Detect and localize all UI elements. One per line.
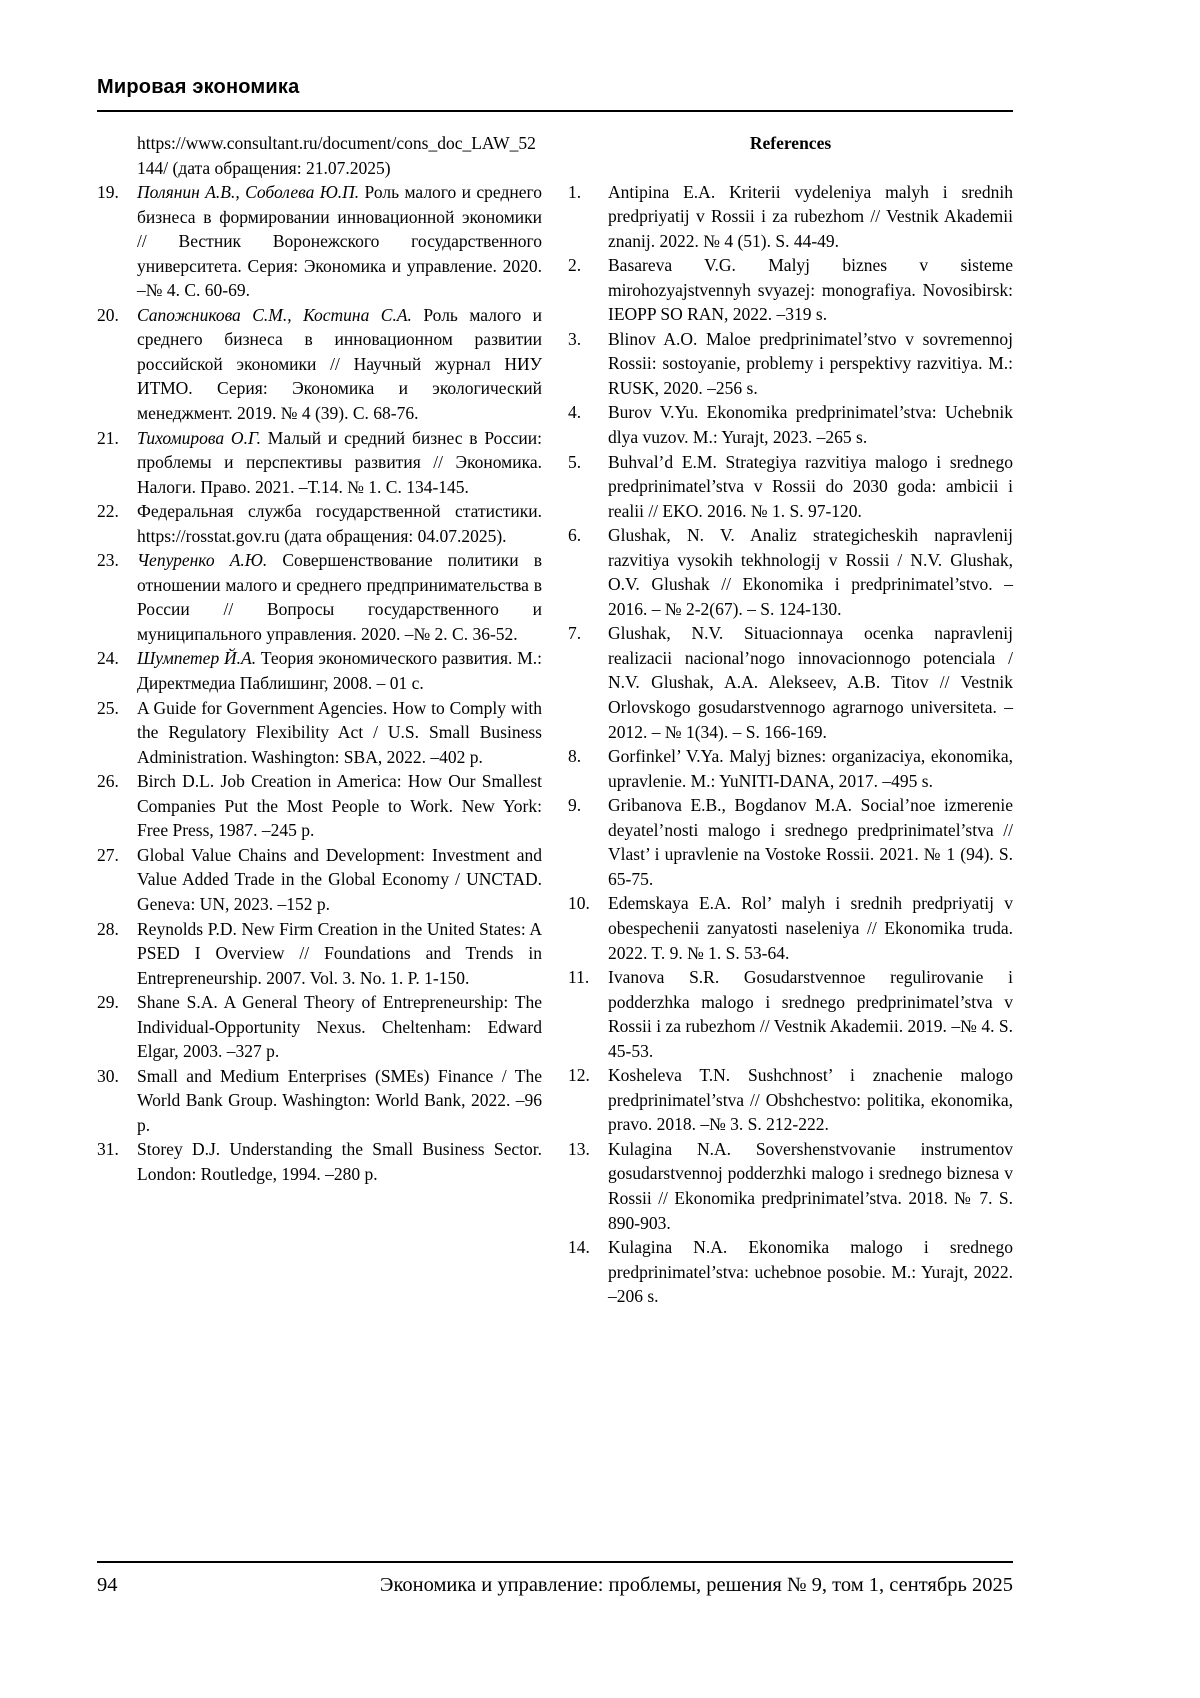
right-reference-list bbox=[568, 180, 1013, 1309]
reference-entry bbox=[568, 744, 1013, 793]
reference-text: Совершенствование политики в отношении малого и среднего предпринимательства в России // Вопросы государственного и муниципального управления. 2020. –№ 2. С. 36-52. bbox=[137, 550, 542, 644]
two-column-body bbox=[97, 131, 1013, 1309]
reference-text: Edemskaya E.A. Rol’ malyh i srednih predpriyatij v obespechenii zanyatosti naseleniya // Ekonomika truda. 2022. T. 9. № 1. S. 53-64. bbox=[608, 893, 1013, 963]
reference-entry bbox=[568, 327, 1013, 401]
reference-entry bbox=[97, 303, 542, 426]
reference-entry bbox=[97, 769, 542, 843]
left-column bbox=[97, 131, 542, 1309]
section-title: Мировая экономика bbox=[97, 76, 300, 98]
reference-text: Reynolds P.D. New Firm Creation in the United States: A PSED I Overview // Foundations and Trends in Entrepreneurship. 2007. Vol. 3. No. 1. P. 1-150. bbox=[137, 918, 542, 988]
reference-number: 24. bbox=[97, 648, 119, 669]
reference-entry bbox=[568, 965, 1013, 1063]
reference-text: Burov V.Yu. Ekonomika predprinimatel’stva: Uchebnik dlya vuzov. M.: Yurajt, 2023. –265 s. bbox=[608, 402, 1013, 448]
reference-number: 5. bbox=[568, 451, 582, 472]
reference-text: Storey D.J. Understanding the Small Business Sector. London: Routledge, 1994. –280 p. bbox=[137, 1139, 542, 1184]
reference-entry bbox=[568, 450, 1013, 524]
reference-text: Kulagina N.A. Ekonomika malogo i srednego predprinimatel’stva: uchebnoe posobie. M.: Yurajt, 2022. –206 s. bbox=[608, 1237, 1013, 1307]
reference-number: 10. bbox=[568, 893, 590, 914]
reference-entry bbox=[568, 891, 1013, 965]
reference-entry bbox=[97, 696, 542, 770]
reference-entry bbox=[568, 621, 1013, 744]
reference-entry bbox=[97, 1064, 542, 1138]
reference-text: Shane S.A. A General Theory of Entrepreneurship: The Individual-Opportunity Nexus. Cheltenham: Edward Elgar, 2003. –327 p. bbox=[137, 992, 542, 1062]
reference-number: 2. bbox=[568, 255, 582, 276]
reference-text: Antipina E.A. Kriterii vydeleniya malyh i srednih predpriyatij v Rossii i za rubezhom // Vestnik Akademii znanij. 2022. № 4 (51). S. 44-49. bbox=[608, 181, 1013, 251]
reference-entry bbox=[97, 426, 542, 500]
reference-text: Small and Medium Enterprises (SMEs) Finance / The World Bank Group. Washington: World Bank, 2022. –96 p. bbox=[137, 1065, 542, 1135]
reference-text: Kosheleva T.N. Sushchnost’ i znachenie malogo predprinimatel’stva // Obshchestvo: politika, ekonomika, pravo. 2018. –№ 3. S. 212-222. bbox=[608, 1065, 1013, 1135]
reference-number: 7. bbox=[568, 623, 582, 644]
running-head bbox=[97, 76, 1013, 112]
journal-title-line: Экономика и управление: проблемы, решения № 9, том 1, сентябрь 2025 bbox=[379, 1574, 1013, 1596]
reference-entry bbox=[97, 646, 542, 695]
reference-text: Basareva V.G. Malyj biznes v sisteme mirohozyajstvennyh svyazej: monografiya. Novosibirsk: IEOPP SO RAN, 2022. –319 s. bbox=[608, 255, 1013, 325]
reference-number: 14. bbox=[568, 1237, 590, 1258]
reference-entry bbox=[568, 1137, 1013, 1235]
reference-text: Теория экономического развития. М.: Директмедиа Паблишинг, 2008. – 01 с. bbox=[137, 648, 542, 694]
reference-text: Glushak, N.V. Situacionnaya ocenka napravlenij realizacii nacional’nogo innovacionnogo potenciala / N.V. Glushak, A.A. Alekseev, A.B. Titov // Vestnik Orlovskogo gosudarstvennogo agrarnogo universiteta. – 2012. – № 1(34). – S. 166-169. bbox=[608, 623, 1013, 742]
reference-entry bbox=[97, 990, 542, 1064]
reference-authors: Сапожникова С.М., Костина С.А. bbox=[137, 304, 424, 325]
reference-number: 11. bbox=[568, 967, 590, 988]
reference-entry bbox=[568, 400, 1013, 449]
reference-number: 9. bbox=[568, 795, 582, 816]
reference-number: 13. bbox=[568, 1138, 590, 1159]
reference-number: 28. bbox=[97, 918, 119, 939]
reference-number: 25. bbox=[97, 697, 119, 718]
reference-number: 20. bbox=[97, 304, 119, 325]
reference-entry bbox=[97, 1137, 542, 1186]
reference-number: 21. bbox=[97, 427, 119, 448]
reference-text: Glushak, N. V. Analiz strategicheskih napravlenij razvitiya vysokih tekhnologij v Rossii / N.V. Glushak, O.V. Glushak // Ekonomika i predprinimatel’stvo. – 2016. – № 2-2(67). – S. 124-130. bbox=[608, 525, 1013, 619]
reference-number: 12. bbox=[568, 1065, 590, 1086]
reference-entry bbox=[568, 180, 1013, 254]
reference-number: 26. bbox=[97, 771, 119, 792]
reference-number: 27. bbox=[97, 844, 119, 865]
reference-text: Kulagina N.A. Sovershenstvovanie instrumentov gosudarstvennoj podderzhki malogo i srednego biznesa v Rossii // Ekonomika predprinimatel’stva. 2018. № 7. S. 890-903. bbox=[608, 1138, 1013, 1233]
reference-authors: Чепуренко А.Ю. bbox=[137, 550, 283, 571]
references-heading: References bbox=[749, 133, 832, 153]
reference-number: 8. bbox=[568, 746, 582, 767]
reference-number: 23. bbox=[97, 550, 119, 571]
reference-text: Роль малого и среднего бизнеса в формировании инновационной экономики // Вестник Воронежского государственного университета. Серия: Экономика и управление. 2020. –№ 4. С. 60-69. bbox=[137, 182, 542, 301]
reference-entry bbox=[568, 1063, 1013, 1137]
reference-number: 31. bbox=[97, 1139, 119, 1160]
reference-entry bbox=[568, 523, 1013, 621]
text-block bbox=[97, 0, 1013, 1309]
reference-number: 29. bbox=[97, 992, 119, 1013]
reference-text: Малый и средний бизнес в России: проблемы и перспективы развития // Экономика. Налоги. Право. 2021. –Т.14. № 1. С. 134-145. bbox=[137, 427, 542, 497]
reference-continuation: https://www.consultant.ru/document/cons_doc_LAW_52144/ (дата обращения: 21.07.2025) bbox=[137, 133, 536, 178]
reference-authors: Тихомирова О.Г. bbox=[137, 427, 268, 448]
reference-entry bbox=[97, 917, 542, 991]
left-reference-list bbox=[97, 180, 542, 1186]
reference-text: Global Value Chains and Development: Investment and Value Added Trade in the Global Economy / UNCTAD. Geneva: UN, 2023. –152 p. bbox=[137, 844, 542, 914]
reference-entry bbox=[568, 253, 1013, 327]
page-footer bbox=[97, 1574, 1013, 1597]
reference-text: Gorfinkel’ V.Ya. Malyj biznes: organizaciya, ekonomika, upravlenie. M.: YuNITI-DANA, 2017. –495 s. bbox=[608, 746, 1013, 791]
reference-entry bbox=[568, 793, 1013, 891]
reference-entry bbox=[568, 1235, 1013, 1309]
reference-text: Buhval’d E.M. Strategiya razvitiya malogo i srednego predprinimatel’stva v Rossii do 2030 goda: ambicii i realii // EKO. 2016. № 1. S. 97-120. bbox=[608, 451, 1013, 521]
reference-entry bbox=[97, 180, 542, 303]
reference-entry bbox=[97, 499, 542, 548]
reference-text: Роль малого и среднего бизнеса в инновационном развитии российской экономики // Научный журнал НИУ ИТМО. Серия: Экономика и экологический менеджмент. 2019. № 4 (39). С. 68-76. bbox=[137, 304, 543, 424]
reference-entry bbox=[97, 843, 542, 917]
footer-rule bbox=[97, 1561, 1013, 1563]
reference-number: 1. bbox=[568, 181, 582, 202]
reference-text: Birch D.L. Job Creation in America: How Our Smallest Companies Put the Most People to Work. New York: Free Press, 1987. –245 p. bbox=[137, 771, 542, 841]
reference-authors: Шумпетер Й.А. bbox=[137, 648, 261, 669]
reference-text: Федеральная служба государственной статистики. https://rosstat.gov.ru (дата обращения: 04.07.2025). bbox=[137, 501, 542, 546]
reference-text: Ivanova S.R. Gosudarstvennoe regulirovanie i podderzhka malogo i srednego predprinimatel’stva v Rossii i za rubezhom // Vestnik Akademii. 2019. –№ 4. S. 45-53. bbox=[608, 967, 1013, 1061]
reference-number: 3. bbox=[568, 328, 582, 349]
reference-number: 6. bbox=[568, 525, 582, 546]
reference-number: 30. bbox=[97, 1065, 119, 1086]
header-rule bbox=[97, 110, 1013, 112]
reference-number: 22. bbox=[97, 501, 119, 522]
reference-text: A Guide for Government Agencies. How to Comply with the Regulatory Flexibility Act / U.S. Small Business Administration. Washington: SBA, 2022. –402 p. bbox=[137, 697, 542, 767]
reference-entry bbox=[97, 548, 542, 646]
right-column bbox=[568, 131, 1013, 1309]
reference-number: 19. bbox=[97, 182, 119, 203]
page-number: 94 bbox=[97, 1574, 118, 1596]
reference-number: 4. bbox=[568, 402, 582, 423]
reference-text: Blinov A.O. Maloe predprinimatel’stvo v sovremennoj Rossii: sostoyanie, problemy i perspektivy razvitiya. M.: RUSK, 2020. –256 s. bbox=[608, 328, 1013, 398]
reference-authors: Полянин А.В., Соболева Ю.П. bbox=[137, 182, 365, 203]
reference-text: Gribanova E.B., Bogdanov M.A. Social’noe izmerenie deyatel’nosti malogo i srednego predprinimatel’stva // Vlast’ i upravlenie na Vostoke Rossii. 2021. № 1 (94). S. 65-75. bbox=[608, 795, 1013, 889]
